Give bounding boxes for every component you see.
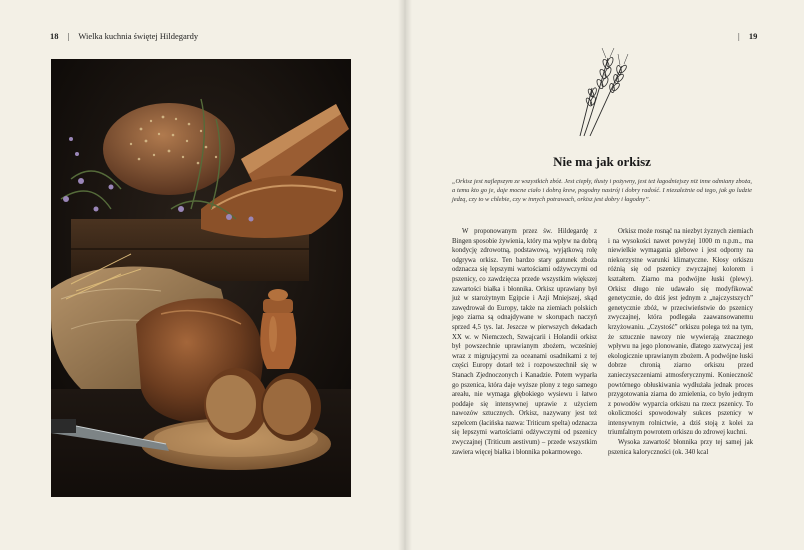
photo-drawing (51, 59, 351, 497)
paragraph: Wysoka zawartość błonnika przy tej samej jak pszenica kaloryczności (ok. 340 kcal (608, 439, 753, 456)
header-separator: | (67, 31, 70, 41)
chapter-title: Nie ma jak orkisz (553, 154, 651, 169)
text-column-1 (452, 227, 597, 457)
right-page-header (738, 31, 757, 41)
wheat-illustration-icon (572, 48, 630, 140)
book-title: Wielka kuchnia świętej Hildegardy (78, 31, 199, 41)
bread-still-life-photo (51, 59, 351, 497)
epigraph-quote: „Orkisz jest najlepszym ze wszystkich zbóż. Jest ciepły, tłusty i pożywny, jest też łagodniejszy niż inne odmiany zboża, a temu kto go je, daje mocne ciało i dobrą krew, pogodny nastrój i dobry radość. I niezależnie od tego, jak go ludzie jedzą, czy to w chlebie, czy w innych potrawach, orkisz jest dobry i łagodny”. (452, 178, 752, 204)
right-page-number: 19 (748, 31, 758, 41)
text-column-2 (608, 227, 753, 457)
left-page-header (50, 31, 198, 41)
paragraph: Orkisz może rosnąć na niezbyt żyznych ziemiach i na wysokości nawet powyżej 1000 m n.p.m., ma niewielkie wymagania glebowe i jest odporny na niekorzystne warunki klimatyczne. Kłosy orkiszu różnią się od pszenicy zwyczajnej kolorem i kształtem. Ziarno ma podwójne łuski (plewy). Orkisz długo nie udawało się modyfikować genetycznie, do dziś jest jednym z „najczystszych” genetycznie zbóż, w przeciwieństwie do pszenicy zwyczajnej, która podlegała zaawansowanemu krzyżowaniu. „Czystość” orkiszu polega też na tym, że sztucznie nawozy nie wywierają znacznego wpływu na jego plonowanie, dlatego zazwyczaj jest ekologicznie uprawianym zbożem. A podwójne łuski dobrze chronią ziarno orkiszu przed zanieczyszczeniami atmosferycznymi. Konieczność powtórnego obłuskiwania wydłużała jednak proces przygotowania ziarna do zmielenia, co było jednym z powodów wyparcia orkiszu na rzecz pszenicy. To okoliczności spowodowały sukces pszenicy w intensywnym rolnictwie, a dziś stoją z kolei za triumfalnym powrotem orkiszu do zdrowej kuchni. (608, 228, 753, 437)
header-separator-right: | (738, 31, 740, 41)
paragraph: W proponowanym przez św. Hildegardę z Bingen sposobie żywienia, który ma wpływ na dobrą kondycję zdrowotną, podstawową, wyjątkową rolę odgrywa orkisz. Ten bardzo stary gatunek zboża odznacza się lepszymi wartościami odżywczymi od pszenicy, co zawdzięcza przede wszystkim większej zawartości białka i błonnika. Orkisz uprawiany był już w starożytnym Egipcie i Azji Mniejszej, skąd zawędrował do Europy, także na ziemiach polskich jego ziarna są odnajdywane w skorupach naczyń sprzed 4,5 tys. lat. Jeszcze w pierwszych dekadach XX w. w Niemczech, Szwajcarii i Holandii orkisz był powszechnie uprawianym zbożem, wcześniej wraz z migrującymi za oceanami osadnikami z tej części Europy dotarł też i rozpowszechnił się w Stanach Zjednoczonych i Kanadzie. Potem wyparła go pszenica, która daje wyższe plony z tego samego areału, nie wymaga głębokiego wysiewu i łatwo poddaje się intensywnej uprawie z użyciem nawozów sztucznych. Orkisz, nazywany jest też szpelcem (łacińska nazwa: Triticum spelta) odznacza się lepszymi wartościami odżywczymi od pszenicy zwyczajnej (Triticum aestivum) – przede wszystkim zawiera więcej białka i błonnika pokarmowego. (452, 228, 597, 456)
left-page-number: 18 (50, 31, 59, 41)
book-gutter (398, 0, 412, 550)
